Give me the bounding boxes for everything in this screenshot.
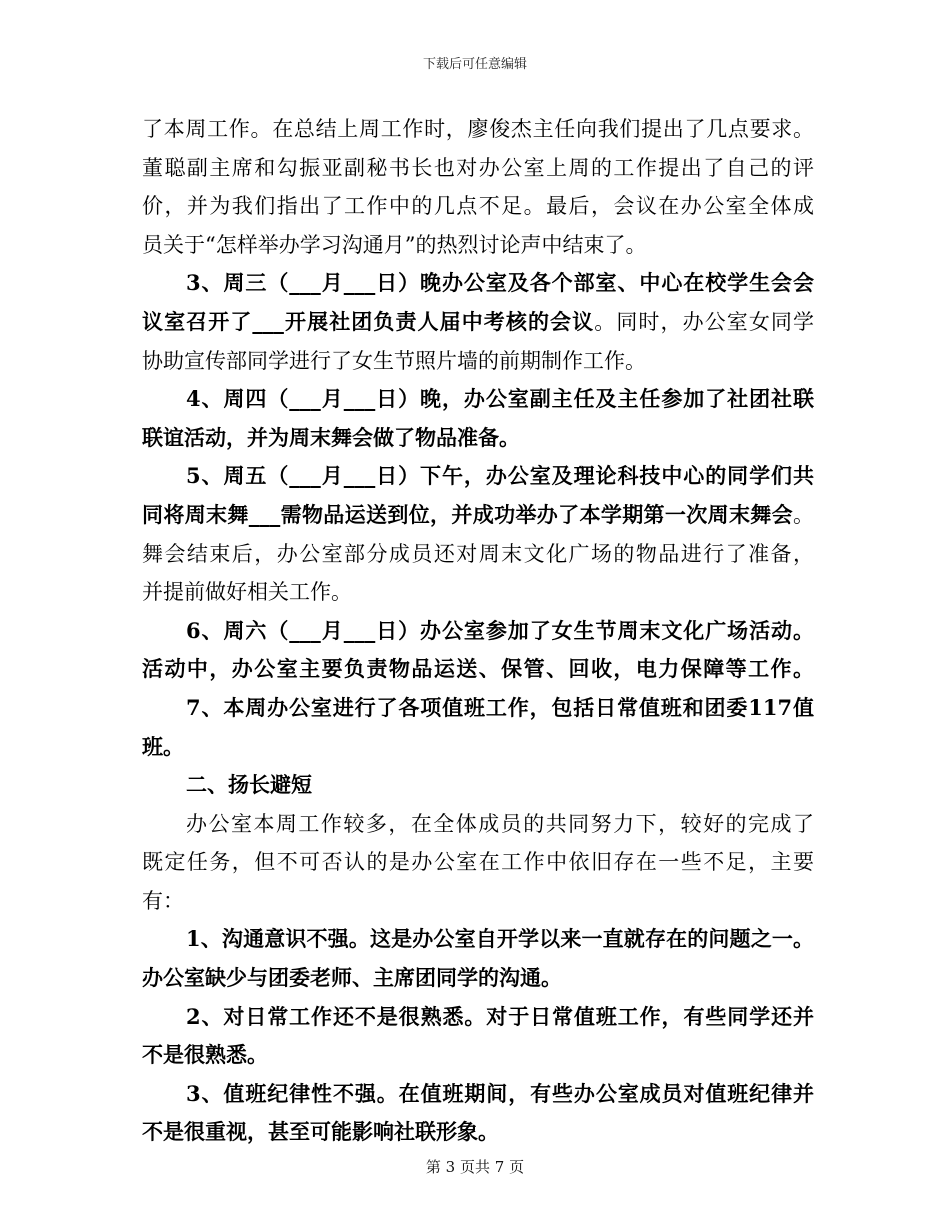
body-text: 并提前做好相关工作。 (142, 580, 352, 605)
paragraph (142, 766, 814, 805)
paragraph (142, 689, 814, 766)
body-text: 价，并为我们指出了工作中的几点不足。最后，会议在办公室全体成 (142, 194, 814, 219)
page-header: 下载后可任意编辑 (422, 57, 527, 72)
bold-text: 7、本周办公室进行了各项值班工作，包括日常值班和团委117值 (186, 694, 814, 720)
text-line (142, 920, 814, 959)
bold-text: 班。 (142, 733, 184, 759)
bold-text: 同将周末舞___需物品运送到位，并成功举办了本学期第一次周末舞会 (142, 501, 793, 527)
text-line (142, 1113, 814, 1152)
text-line (142, 766, 814, 805)
paragraph (142, 805, 814, 921)
paragraph (142, 920, 814, 997)
text-line (142, 149, 814, 188)
paragraph (142, 380, 814, 457)
body-text: 董聪副主席和勾振亚副秘书长也对办公室上周的工作提出了自己的评 (142, 155, 814, 180)
bold-text: 6、周六（___月___日）办公室参加了女生节周末文化广场活动。 (186, 617, 814, 643)
text-line (142, 264, 814, 303)
bold-text: 议室召开了___开展社团负责人届中考核的会议 (142, 308, 595, 334)
bold-text: 二、扬长避短 (186, 772, 312, 798)
bold-text: 不是很熟悉。 (142, 1042, 268, 1068)
text-line (142, 612, 814, 651)
text-line (142, 110, 814, 149)
text-line (142, 1075, 814, 1114)
paragraph (142, 457, 814, 611)
text-line (142, 535, 814, 574)
body-text: 了本周工作。在总结上周工作时，廖俊杰主任向我们提出了几点要求。 (142, 117, 814, 141)
text-line (142, 573, 814, 612)
document-body (142, 110, 814, 1152)
bold-text: 不是很重视，甚至可能影响社联形象。 (142, 1119, 499, 1145)
text-line (142, 998, 814, 1037)
paragraph (142, 1075, 814, 1152)
bold-text: 办公室缺少与团委老师、主席团同学的沟通。 (142, 965, 562, 991)
text-line (142, 959, 814, 998)
text-line (142, 496, 814, 535)
bold-text: 联谊活动，并为周末舞会做了物品准备。 (142, 424, 520, 450)
paragraph (142, 110, 814, 264)
text-line (142, 226, 814, 265)
text-line (142, 419, 814, 458)
text-line (142, 457, 814, 496)
text-line (142, 380, 814, 419)
text-line (142, 843, 814, 882)
text-line (142, 342, 814, 381)
body-text: 既定任务，但不可否认的是办公室在工作中依旧存在一些不足，主要 (142, 850, 814, 875)
bold-text: 3、周三（___月___日）晚办公室及各个部室、中心在校学生会会 (186, 270, 814, 296)
page-footer: 第 3 页共 7 页 (425, 1158, 525, 1176)
body-text: 协助宣传部同学进行了女生节照片墙的前期制作工作。 (142, 348, 646, 373)
text-line (142, 650, 814, 689)
paragraph (142, 998, 814, 1075)
bold-text: 5、周五（___月___日）下午，办公室及理论科技中心的同学们共 (186, 463, 814, 489)
paragraph (142, 612, 814, 689)
bold-text: 1、沟通意识不强。这是办公室自开学以来一直就存在的问题之一。 (186, 926, 814, 952)
text-line (142, 303, 814, 342)
body-text: 有： (142, 888, 184, 913)
bold-text: 3、值班纪律性不强。在值班期间，有些办公室成员对值班纪律并 (186, 1080, 814, 1106)
bold-text: 活动中，办公室主要负责物品运送、保管、回收，电力保障等工作。 (142, 656, 814, 682)
body-text: 办公室本周工作较多，在全体成员的共同努力下，较好的完成了 (186, 811, 814, 836)
body-text: 。 (793, 502, 814, 527)
body-text: 员关于“怎样举办学习沟通月”的热烈讨论声中结束了。 (142, 232, 647, 257)
text-line (142, 728, 814, 767)
bold-text: 4、周四（___月___日）晚，办公室副主任及主任参加了社团社联 (186, 386, 814, 412)
paragraph (142, 264, 814, 380)
body-text: 舞会结束后，办公室部分成员还对周末文化广场的物品进行了准备， (142, 541, 814, 566)
text-line (142, 805, 814, 844)
text-line (142, 187, 814, 226)
bold-text: 2、对日常工作还不是很熟悉。对于日常值班工作，有些同学还并 (186, 1003, 814, 1029)
text-line (142, 689, 814, 728)
body-text: 。同时，办公室女同学 (594, 309, 815, 334)
text-line (142, 882, 814, 921)
text-line (142, 1036, 814, 1075)
